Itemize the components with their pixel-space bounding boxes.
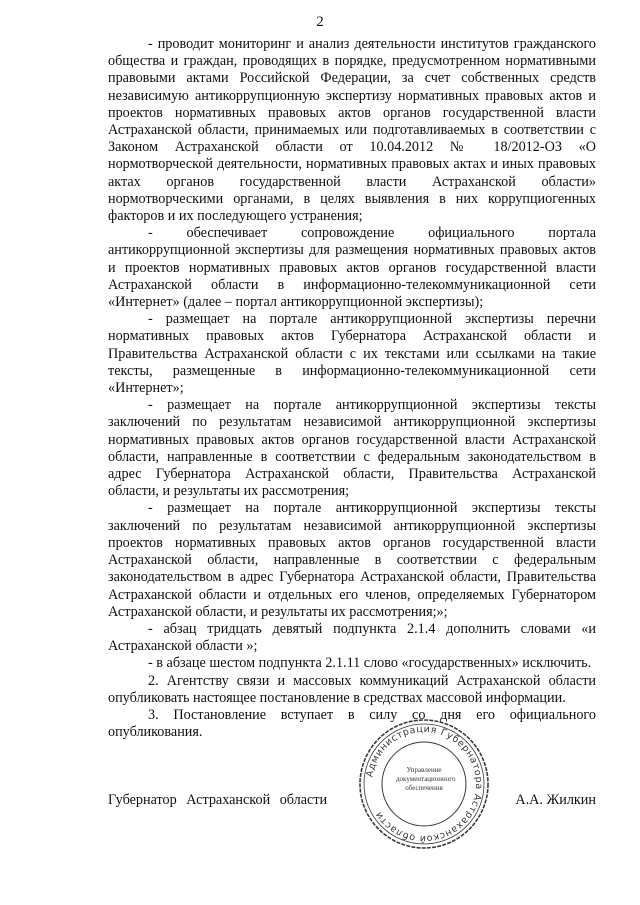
paragraph-conclusions-acts: - размещает на портале антикоррупционной экспертизы тексты заключений по результатам независимой антикоррупционной экспертизы нормативных правовых актов органов государственной власти Астраханской области, направленные в соответствии с федеральным законодательством в адрес Губернатора Астраханской области, Правительства Астраханской области, и результаты их рассмотрения; (108, 397, 596, 500)
stamp-center-line: обеспечения (405, 784, 443, 792)
stamp-center-line: Управление (406, 766, 442, 774)
page-number: 2 (316, 14, 324, 30)
paragraph-portal-support: - обеспечивает сопровождение официального портала антикоррупционной экспертизы для размещения нормативных правовых актов и проектов нормативных правовых актов органов государственной власти Астраханской области в информационно-телекоммуникационной сети «Интернет» (далее – портал антикоррупционной экспертизы); (108, 225, 596, 311)
signatory-title: Губернатор Астраханской области (108, 792, 328, 808)
document-body (108, 36, 596, 741)
paragraph-entry-into-force: 3. Постановление вступает в силу со дня его официального опубликования. (108, 706, 596, 741)
official-stamp (356, 716, 492, 852)
paragraph-amend-2-1-4: - абзац тридцать девятый подпункта 2.1.4 дополнить словами «и Астраханской области »; (108, 620, 596, 655)
paragraph-lists-placement: - размещает на портале антикоррупционной экспертизы перечни нормативных правовых актов Губернатора Астраханской области и Правительства Астраханской области с их текстами или ссылками на такие тексты, размещенные в информационно-телекоммуникационной сети «Интернет»; (108, 311, 596, 397)
paragraph-conclusions-drafts: - размещает на портале антикоррупционной экспертизы тексты заключений по результатам независимой антикоррупционной экспертизы проектов нормативных правовых актов органов государственной власти Астраханской области, направленные в соответствии с федеральным законодательством в адрес Губернатора Астраханской области, Правительства Астраханской области и отдельных его членов, определяемых Губернатором Астраханской области, и результаты их рассмотрения;»; (108, 500, 596, 620)
paragraph-monitoring: - проводит мониторинг и анализ деятельности институтов гражданского общества и граждан, проводящих в порядке, предусмотренном нормативными правовыми актами Российской Федерации, за счет собственных средств независимую антикоррупционную экспертизу нормативных правовых актов и проектов нормативных правовых актов органов государственной власти Астраханской области, принимаемых или подготавливаемых в соответствии с Законом Астраханской области от 10.04.2012 № 18/2012-ОЗ «О нормотворческой деятельности, нормативных правовых актах и иных правовых актах органов государственной власти Астраханской области» нормотворческими органами, в целях выявления в них коррупциогенных факторов и их последующего устранения; (108, 36, 596, 225)
stamp-center-line: документационного (396, 775, 456, 783)
stamp-center (396, 766, 456, 793)
signature-block (108, 792, 596, 812)
stamp-ring-text: Администрация Губернатора Астраханской области (364, 723, 485, 845)
paragraph-amend-2-1-11: - в абзаце шестом подпункта 2.1.11 слово «государственных» исключить. (148, 655, 592, 672)
paragraph-publication: 2. Агентству связи и массовых коммуникаций Астраханской области опубликовать настоящее постановление в средствах массовой информации. (108, 672, 596, 706)
signatory-name: А.А. Жилкин (515, 792, 596, 808)
